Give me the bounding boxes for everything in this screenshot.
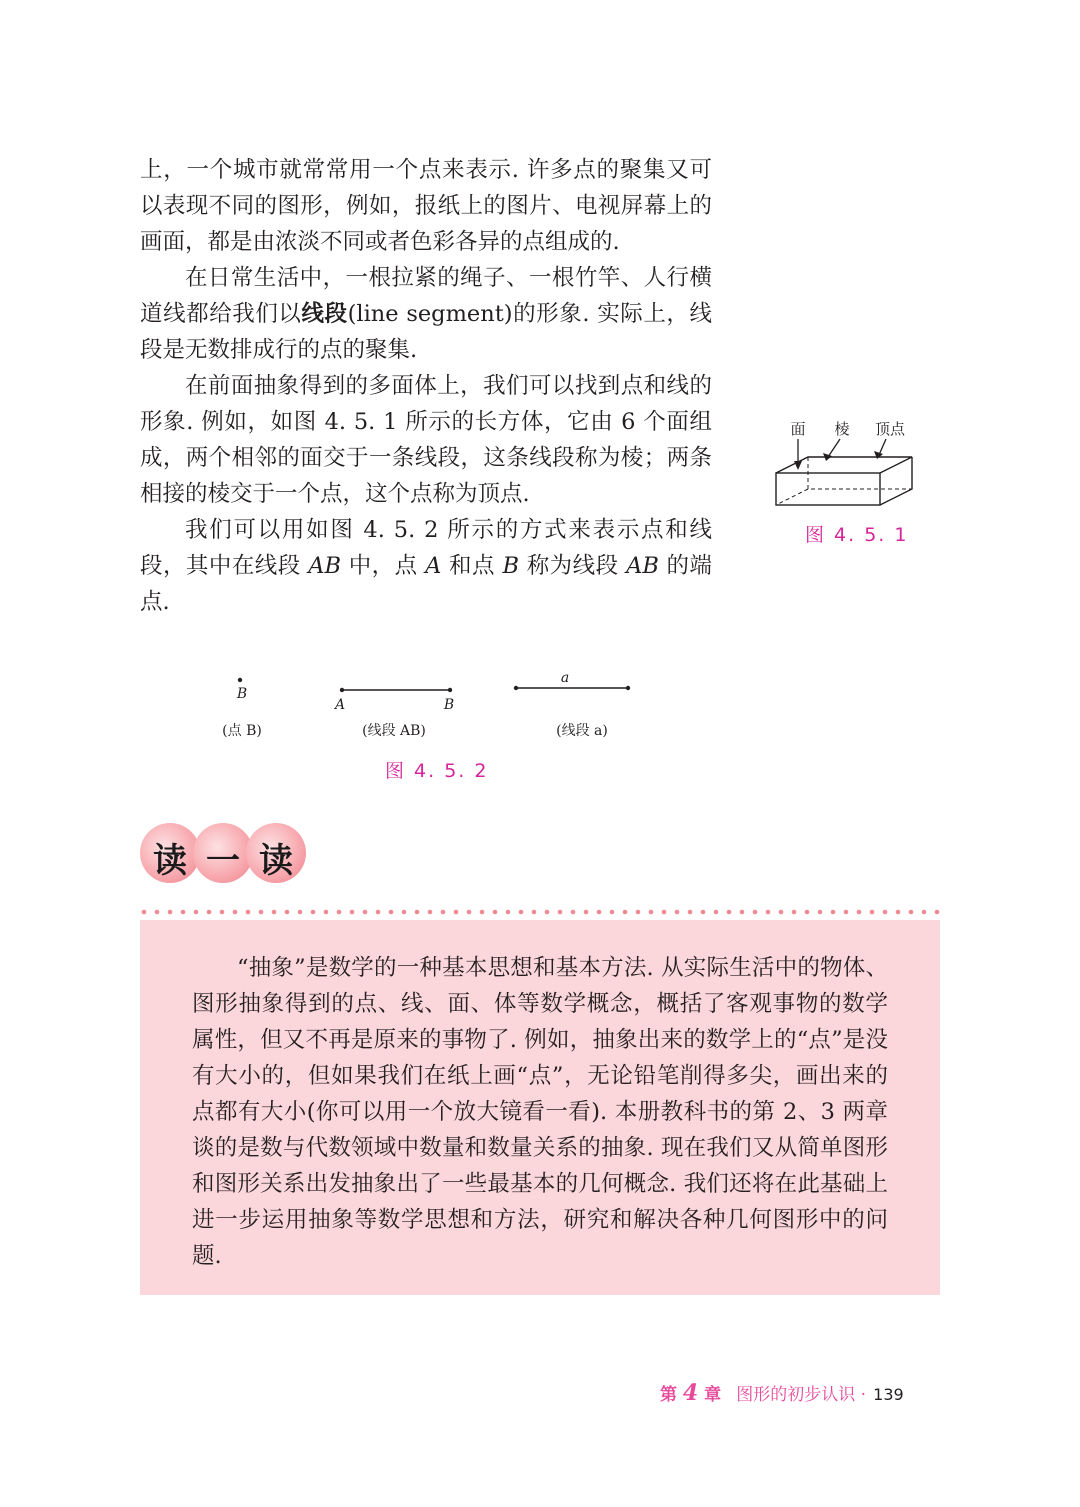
point-b-label: B <box>236 686 248 702</box>
chapter-title: 图形的初步认识 · <box>736 1385 867 1405</box>
divider-dot <box>467 910 472 915</box>
divider-dot <box>142 910 147 915</box>
segment-a-caption: (线段 a) <box>556 723 608 739</box>
divider-dot <box>389 910 394 915</box>
segment-ab-end-label: B <box>443 697 455 713</box>
heading-circle-1: 读 <box>140 823 200 883</box>
divider-dot <box>584 910 589 915</box>
divider-dot <box>207 910 212 915</box>
divider-dot <box>857 910 862 915</box>
paragraph-1: 上，一个城市就常常用一个点来表示. 许多点的聚集又可以表现不同的图形，例如，报纸上的图片、电视屏幕上的画面，都是由浓淡不同或者色彩各异的点组成的. <box>140 157 712 255</box>
label-face: 面 <box>790 420 806 438</box>
divider-dot <box>636 910 641 915</box>
divider-dot <box>753 910 758 915</box>
divider-dot <box>870 910 875 915</box>
divider-dot <box>376 910 381 915</box>
reading-text: “抽象”是数学的一种基本思想和基本方法. 从实际生活中的物体、图形抽象得到的点、线、面、体等数学概念，概括了客观事物的数学属性，但又不再是原来的事物了. 例如，抽象出来的数学上的“点”是没有大小的，但如果我们在纸上画“点”，无论铅笔削得多尖，画出来的点都有大小(你可以用一个放大镜看一看). 本册教科书的第 2、3 两章谈的是数与代数领域中数量和数量关系的抽象. 现在我们又从简单图形和图形关系出发抽象出了一些最基本的几何概念. 我们还将在此基础上进一步运用抽象等数学思想和方法，研究和解决各种几何图形中的问题. <box>192 955 888 1269</box>
divider-dot <box>766 910 771 915</box>
divider-dot <box>350 910 355 915</box>
divider-dot <box>220 910 225 915</box>
divider-dot <box>740 910 745 915</box>
point-b-dot <box>238 678 242 682</box>
term-line-segment: 线段 <box>301 301 348 327</box>
chapter-label: 第 4 章 <box>660 1380 722 1406</box>
divider-dot <box>896 910 901 915</box>
reading-heading <box>140 818 540 888</box>
divider-dot <box>428 910 433 915</box>
paragraph-4: 我们可以用如图 4. 5. 2 所示的方式来表示点和线段，其中在线段 AB 中，点 A 和点 B 称为线段 AB 的端点. <box>140 517 712 615</box>
divider-dot <box>259 910 264 915</box>
divider-dot <box>610 910 615 915</box>
divider-dot <box>649 910 654 915</box>
divider-dot <box>194 910 199 915</box>
divider-dot <box>298 910 303 915</box>
segment-a-label: a <box>560 670 570 686</box>
page-footer <box>660 1380 940 1410</box>
divider-dot <box>363 910 368 915</box>
divider-dot <box>324 910 329 915</box>
divider-dot <box>688 910 693 915</box>
divider-dot <box>454 910 459 915</box>
divider-dot <box>272 910 277 915</box>
divider-dot <box>818 910 823 915</box>
divider-dot <box>415 910 420 915</box>
paragraph-2: 在日常生活中，一根拉紧的绳子、一根竹竿、人行横道线都给我们以线段(line segment)的形象. 实际上，线段是无数排成行的点的聚集. <box>140 265 712 363</box>
point-b-caption: (点 B) <box>222 723 262 739</box>
divider-dot <box>532 910 537 915</box>
divider-dot <box>844 910 849 915</box>
divider-dot <box>922 910 927 915</box>
divider-dot <box>779 910 784 915</box>
heading-circle-3: 读 <box>246 823 306 883</box>
divider-dot <box>285 910 290 915</box>
divider-dot <box>909 910 914 915</box>
divider-dot <box>480 910 485 915</box>
divider-dot <box>311 910 316 915</box>
label-edge: 棱 <box>834 420 850 438</box>
divider-dot <box>831 910 836 915</box>
divider-dot <box>883 910 888 915</box>
divider-dot <box>168 910 173 915</box>
segment-ab-start-label: A <box>334 697 346 713</box>
divider-dot <box>545 910 550 915</box>
divider-dot <box>155 910 160 915</box>
divider-dot <box>519 910 524 915</box>
divider-dot <box>181 910 186 915</box>
divider-dot <box>558 910 563 915</box>
divider-dot <box>337 910 342 915</box>
figure-caption-4-5-1: 图 4. 5. 1 <box>805 524 909 546</box>
divider-dot <box>662 910 667 915</box>
paragraph-3: 在前面抽象得到的多面体上，我们可以找到点和线的形象. 例如，如图 4. 5. 1 所示的长方体，它由 6 个面组成，两个相邻的面交于一条线段，这条线段称为棱；两条相接的棱交于一个点，这个点称为顶点. <box>140 373 712 507</box>
figure-caption-4-5-2: 图 4. 5. 2 <box>385 760 489 782</box>
heading-circle-2: 一 <box>193 823 253 883</box>
divider-dot <box>675 910 680 915</box>
label-vertex: 顶点 <box>874 420 906 438</box>
page-number: 139 <box>873 1385 904 1404</box>
segment-ab-caption: (线段 AB) <box>362 723 426 739</box>
divider-dot <box>935 910 940 915</box>
divider-dot <box>506 910 511 915</box>
reading-box <box>140 920 940 1295</box>
main-text <box>140 152 712 620</box>
divider-dot <box>727 910 732 915</box>
divider-dot <box>805 910 810 915</box>
dotted-divider <box>140 908 940 916</box>
divider-dot <box>246 910 251 915</box>
divider-dot <box>493 910 498 915</box>
divider-dot <box>623 910 628 915</box>
divider-dot <box>571 910 576 915</box>
divider-dot <box>233 910 238 915</box>
divider-dot <box>701 910 706 915</box>
divider-dot <box>402 910 407 915</box>
divider-dot <box>441 910 446 915</box>
divider-dot <box>792 910 797 915</box>
divider-dot <box>714 910 719 915</box>
divider-dot <box>597 910 602 915</box>
